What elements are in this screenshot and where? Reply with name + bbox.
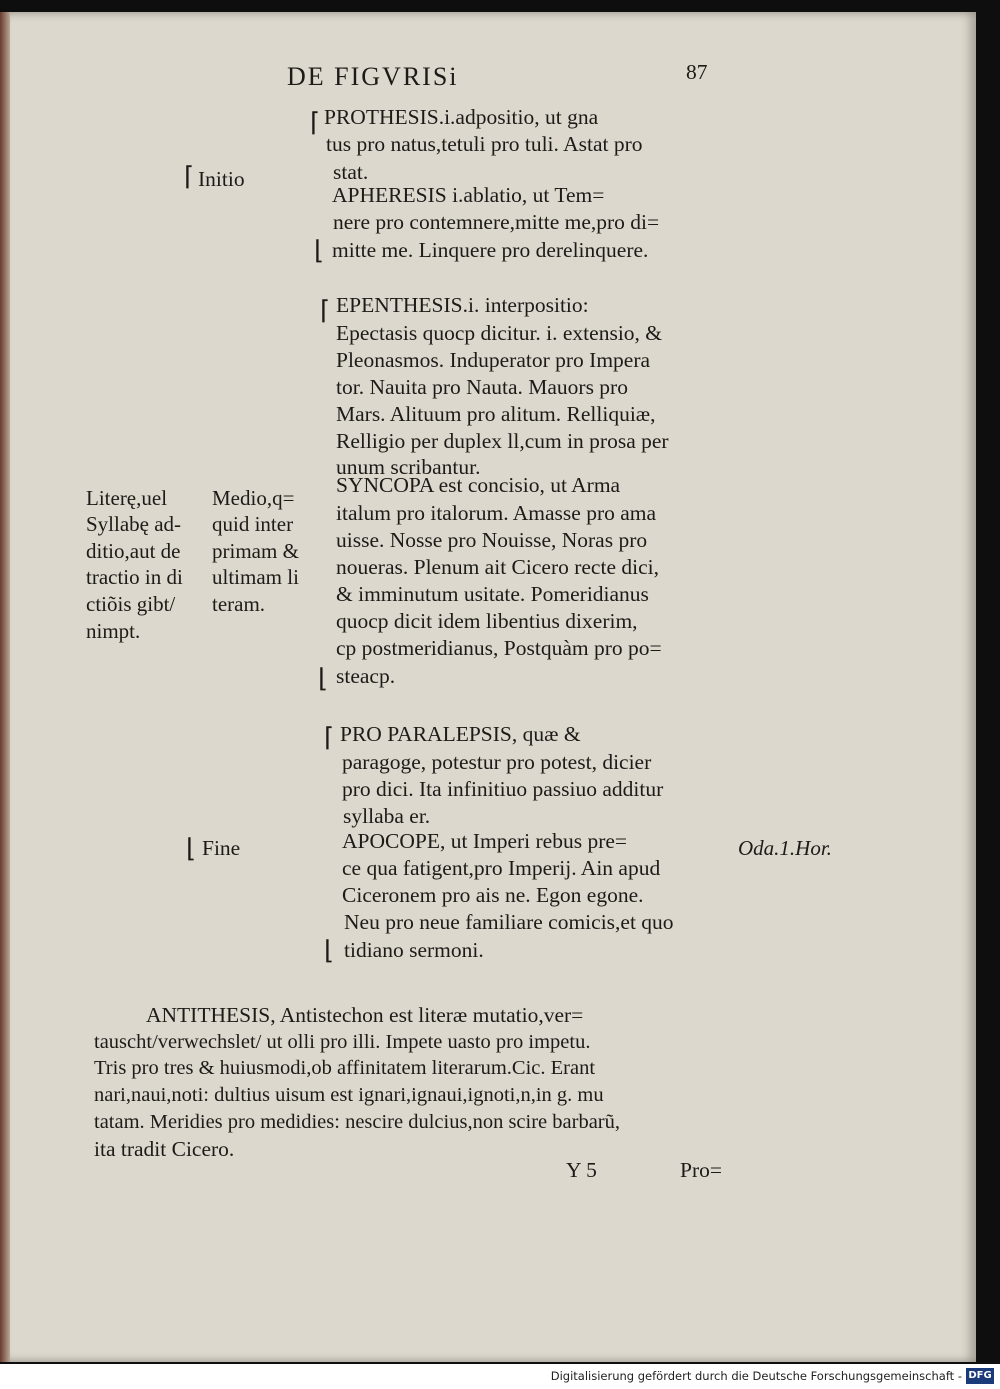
left-col-line-6: nimpt. <box>86 619 141 643</box>
syncopa-line-1: SYNCOPA est concisio, ut Arma <box>336 473 621 497</box>
label-initio: Initio <box>198 167 245 191</box>
syncopa-line-3: uisse. Nosse pro Nouisse, Noras pro <box>336 528 648 552</box>
syncopa-line-5: & imminutum usitate. Pomeridianus <box>336 582 649 606</box>
apocope-line-3: Ciceronem pro ais ne. Egon egone. <box>342 883 644 907</box>
syncopa-line-8: steacp. <box>336 664 396 688</box>
syncopa-line-6: quocp dicit idem libentius dixerim, <box>336 609 638 633</box>
apocope-line-2: ce qua fatigent,pro Imperij. Ain apud <box>342 856 661 880</box>
apheresis-line-3: mitte me. Linquere pro derelinquere. <box>332 238 649 262</box>
footer-bar <box>0 1364 1000 1389</box>
apheresis-line-2: nere pro contemnere,mitte me,pro di= <box>333 210 660 234</box>
margin-right-ref: Oda.1.Hor. <box>738 836 832 860</box>
page-edge <box>0 12 10 1362</box>
brace-epenthesis: ⌈ <box>320 296 331 325</box>
antithesis-line-4: nari,naui,noti: dultius uisum est ignari,ignaui,ignoti,n,in g. mu <box>94 1084 604 1106</box>
page-number: 87 <box>686 60 708 84</box>
apocope-line-1: APOCOPE, ut Imperi rebus pre= <box>342 829 628 853</box>
antithesis-line-1: ANTITHESIS, Antistechon est literæ mutatio,ver= <box>146 1003 584 1027</box>
brace-apheresis-end: ⌊ <box>314 236 325 265</box>
epenthesis-line-1: EPENTHESIS.i. interpositio: <box>336 293 589 317</box>
syncopa-line-7: cp postmeridianus, Postquàm pro po= <box>336 636 662 660</box>
apocope-line-5: tidiano sermoni. <box>344 938 484 962</box>
brace-fine: ⌊ <box>186 834 197 863</box>
epenthesis-line-4: tor. Nauita pro Nauta. Mauors pro <box>336 375 628 399</box>
book-page <box>0 12 976 1362</box>
mid-col-line-4: ultimam li <box>212 565 299 589</box>
prothesis-line-1: PROTHESIS.i.adpositio, ut gna <box>324 105 599 129</box>
brace-proparalepsis: ⌈ <box>324 723 335 752</box>
apocope-line-4: Neu pro neue familiare comicis,et quo <box>344 910 674 934</box>
epenthesis-line-3: Pleonasmos. Induperator pro Impera <box>336 348 651 372</box>
mid-col-line-3: primam & <box>212 539 299 563</box>
signature-mark: Y 5 <box>566 1158 597 1182</box>
left-col-line-1: Literę,uel <box>86 486 168 510</box>
brace-syncopa-end: ⌊ <box>318 664 329 693</box>
proparalepsis-line-4: syllaba er. <box>343 804 431 828</box>
running-title: DE FIGVRISi <box>287 62 459 91</box>
dfg-logo-icon: DFG <box>966 1368 994 1384</box>
antithesis-line-6: ita tradit Cicero. <box>94 1137 235 1161</box>
syncopa-line-2: italum pro italorum. Amasse pro ama <box>336 501 657 525</box>
label-fine: Fine <box>202 836 241 860</box>
epenthesis-line-7: unum scribantur. <box>336 455 481 479</box>
left-col-line-4: tractio in di <box>86 565 183 589</box>
epenthesis-line-6: Relligio per duplex ll,cum in prosa per <box>336 429 669 453</box>
epenthesis-line-5: Mars. Alituum pro alitum. Relliquiæ, <box>336 402 656 426</box>
proparalepsis-line-3: pro dici. Ita infinitiuo passiuo additur <box>342 777 664 801</box>
antithesis-line-5: tatam. Meridies pro medidies: nescire dulcius,non scire barbarũ, <box>94 1111 621 1133</box>
prothesis-line-3: stat. <box>333 160 369 184</box>
mid-col-line-1: Medio,q= <box>212 486 295 510</box>
antithesis-line-2: tauscht/verwechslet/ ut olli pro illi. Impete uasto pro impetu. <box>94 1031 591 1053</box>
left-col-line-2: Syllabę ad- <box>86 512 182 536</box>
brace-apocope-end: ⌊ <box>324 936 335 965</box>
epenthesis-line-2: Epectasis quocp dicitur. i. extensio, & <box>336 321 663 345</box>
left-col-line-5: ctiõis gibt/ <box>86 592 176 616</box>
prothesis-line-2: tus pro natus,tetuli pro tuli. Astat pro <box>326 132 643 156</box>
brace-initio: ⌈ <box>184 162 195 191</box>
mid-col-line-2: quid inter <box>212 512 294 536</box>
catchword: Pro= <box>680 1158 722 1182</box>
syncopa-line-4: noueras. Plenum ait Cicero recte dici, <box>336 555 659 579</box>
left-col-line-3: ditio,aut de <box>86 539 181 563</box>
antithesis-line-3: Tris pro tres & huiusmodi,ob affinitatem literarum.Cic. Erant <box>94 1057 596 1079</box>
apheresis-line-1: APHERESIS i.ablatio, ut Tem= <box>332 183 605 207</box>
mid-col-line-5: teram. <box>212 592 266 616</box>
footer-credit: Digitalisierung gefördert durch die Deutsche Forschungsgemeinschaft - <box>550 1369 962 1383</box>
proparalepsis-line-2: paragoge, potestur pro potest, dicier <box>342 750 652 774</box>
brace-prothesis: ⌈ <box>310 108 321 137</box>
proparalepsis-line-1: PRO PARALEPSIS, quæ & <box>340 722 581 746</box>
